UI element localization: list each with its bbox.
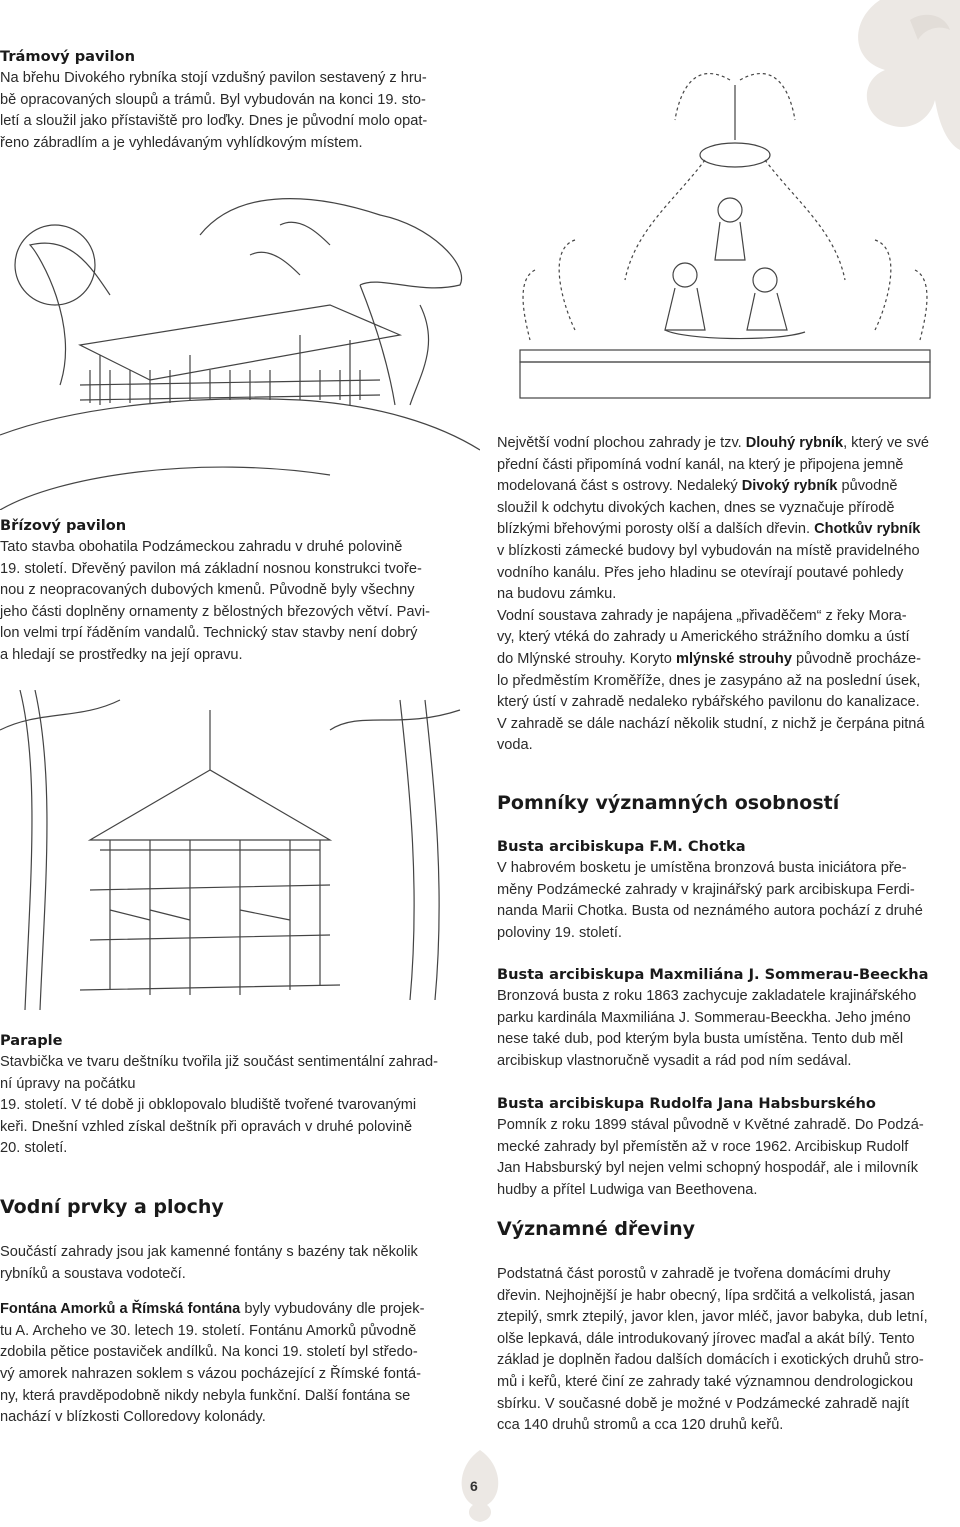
dreviny-line: mů i keřů, které činí ze zahrady také významnou dendrologickou — [497, 1373, 914, 1390]
paraple-line: Stavbička ve tvaru deštníku tvořila již součást sentimentální zahrad- — [0, 1054, 439, 1070]
fontana-rest: byly vybudovány dle projek- — [240, 1301, 425, 1318]
chotek-line: poloviny 19. století. — [497, 924, 622, 941]
voda-line: voda. — [497, 737, 533, 754]
fontana-line: nachází v blízkosti Colloredovy kolonády. — [0, 1409, 266, 1426]
voda-line: který ústí v zahradě nedaleko rybářského pavilonu do kanalizace. — [497, 694, 920, 711]
voda-text: blízkými břehovými porosty olší a dalších dřevin. — [497, 521, 815, 538]
brizovy-line: jeho části doplněny ornamenty z bělostných březových větví. Pavi- — [0, 603, 430, 620]
voda-line: lo předměstím Kroměříže, dnes je zasypáno až na poslední úsek, — [497, 672, 921, 689]
chotek-line: nanda Marii Chotka. Busta od neznámého autora pochází z druhé — [497, 903, 923, 920]
sommerau-line: nese také dub, pod kterým byla busta umístěna. Tento dub měl — [497, 1031, 904, 1048]
tramovy-title: Trámový pavilon — [0, 48, 135, 65]
paraple-line: 19. století. V té době ji obklopovalo bludiště tvořené tvarovanými — [0, 1097, 417, 1114]
voda-text: , který ve své — [843, 435, 930, 451]
voda-line: na budovu zámku. — [497, 586, 617, 603]
voda-line: V zahradě se dále nachází několik studní, z nichž je čerpána pitná — [497, 715, 925, 732]
dreviny-line: Podstatná část porostů v zahradě je tvořena domácími druhy — [497, 1266, 891, 1282]
voda-bold: Chotkův rybník — [814, 521, 921, 538]
dreviny-line: cca 140 druhů stromů a cca 120 druhů keřů. — [497, 1417, 784, 1434]
fontana-line: tu A. Archeho ve 30. letech 19. století. Fontánu Amorků původně — [0, 1322, 417, 1339]
dreviny-line: olše lepkavá, dále introdukovaný jírovec maďal a akát bílý. Tento — [497, 1330, 915, 1347]
sommerau-section — [497, 964, 960, 1072]
rudolf-line: Jan Habsburský byl nejen velmi schopný hospodář, ale i milovník — [497, 1160, 918, 1177]
voda-line: v blízkosti zámecké budovy byl vybudován na místě pravidelného — [497, 542, 920, 559]
brizovy-line: nou z neopracovaných dubových kmenů. Původně byly všechny — [0, 582, 415, 599]
beam-pavilion-illustration — [0, 175, 480, 510]
tramovy-line: bě opracovaných sloupů a trámů. Byl vybudován na konci 19. sto- — [0, 91, 426, 108]
dreviny-heading: Významné dřeviny — [497, 1218, 695, 1240]
vodni-prvky-heading: Vodní prvky a plochy — [0, 1196, 224, 1218]
dreviny-line: základ je doplněn řadou dalších domácích i exotických druhů stro- — [497, 1352, 924, 1369]
tramovy-line: letí a sloužil jako přístaviště pro loďky. Dnes je původní molo opat- — [0, 113, 428, 130]
paraple-line: 20. století. — [0, 1140, 68, 1157]
vodni-intro-line: Součástí zahrady jsou jak kamenné fontány s bazény tak několik — [0, 1244, 418, 1260]
paraple-line: ní úpravy na počátku — [0, 1075, 136, 1092]
brizovy-line: a hledají se prostředky na její opravu. — [0, 646, 243, 663]
sommerau-line: Bronzová busta z roku 1863 zachycuje zakladatele krajinářského — [497, 988, 917, 1004]
rudolf-line: Pomník z roku 1899 stával původně v Květné zahradě. Do Podzá- — [497, 1117, 924, 1133]
voda-text: původně — [837, 478, 898, 495]
vodni-intro-line: rybníků a soustava vodotečí. — [0, 1265, 186, 1282]
page-number: 6 — [470, 1478, 478, 1494]
voda-line: vodního kanálu. Přes jeho hladinu se otevírají poutavé pohledy — [497, 564, 904, 581]
chotek-section — [497, 836, 960, 944]
fontana-line: vý amorek nahrazen soklem s vázou pocházející z Římské fontá- — [0, 1365, 421, 1382]
paraple-title: Paraple — [0, 1032, 63, 1049]
tramovy-line: Na břehu Divokého rybníka stojí vzdušný pavilon sestavený z hru- — [0, 70, 427, 86]
brizovy-line: Tato stavba obohatila Podzámeckou zahradu v druhé polovině — [0, 539, 403, 555]
sommerau-line: arcibiskup vlastnoručně vysadit a rád pod ním sedával. — [497, 1052, 852, 1069]
voda-text: původně procháze- — [791, 650, 921, 667]
tramovy-section — [0, 46, 470, 154]
paraple-line: keři. Dnešní vzhled získal deštník při opravách v druhé polovině — [0, 1118, 413, 1135]
voda-line: vy, který vtéká do zahrady u Amerického strážního domku a ústí — [497, 629, 910, 646]
fontana-bold: Fontána Amorků a Římská fontána — [0, 1301, 241, 1318]
tramovy-line: řeno zábradlím a je vyhledávaným vyhlídkovým místem. — [0, 134, 363, 151]
rudolf-section — [497, 1093, 960, 1201]
voda-line: sloužil k odchytu divokých kachen, dnes se vyznačuje přírodě — [497, 499, 895, 516]
pomniky-heading: Pomníky významných osobností — [497, 792, 840, 814]
dreviny-line: dřevin. Nejhojnější je habr obecný, lípa srdčitá a velkolistá, jasan — [497, 1287, 915, 1304]
voda-line: Vodní soustava zahrady je napájena „přivaděčem“ z řeky Mora- — [497, 607, 907, 624]
paraple-section — [0, 1030, 470, 1160]
voda-bold: Dlouhý rybník — [745, 435, 844, 451]
dreviny-line: sbírku. V současné době je možné v Podzámecké zahradě najít — [497, 1395, 910, 1412]
brizovy-line: 19. století. Dřevěný pavilon má základní nosnou konstrukci tvoře- — [0, 560, 422, 577]
brizovy-title: Břízový pavilon — [0, 517, 127, 534]
brizovy-line: lon velmi trpí řáděním vandalů. Technický stav stavby není dobrý — [0, 625, 418, 642]
fountain-illustration — [515, 60, 935, 400]
voda-bold: Divoký rybník — [741, 478, 838, 495]
voda-section — [497, 433, 960, 757]
voda-text: modelovaná část s ostrovy. Nedaleký — [497, 478, 742, 495]
fontana-line: zdobila pětice postaviček andílků. Na konci 19. století byl středo- — [0, 1344, 418, 1361]
voda-line: přední části připomíná vodní kanál, na který je připojena jemně — [497, 456, 904, 473]
sommerau-title: Busta arcibiskupa Maxmiliána J. Sommerau-Beeckha — [497, 966, 929, 983]
rudolf-line: hudby a přítel Ludwiga van Beethovena. — [497, 1181, 758, 1198]
chotek-line: V habrovém bosketu je umístěna bronzová busta iniciátora pře- — [497, 860, 907, 876]
chotek-line: měny Podzámecké zahrady v krajinářský park arcibiskupa Ferdi- — [497, 881, 915, 898]
rudolf-title: Busta arcibiskupa Rudolfa Jana Habsburského — [497, 1095, 876, 1112]
voda-text: do Mlýnské strouhy. Koryto — [497, 650, 676, 667]
rudolf-line: mecké zahrady byl přemístěn až v roce 1962. Arcibiskup Rudolf — [497, 1138, 909, 1155]
voda-bold: mlýnské strouhy — [675, 650, 792, 667]
fontana-line — [0, 1299, 470, 1321]
dreviny-line: ztepilý, smrk ztepilý, javor klen, javor mléč, javor babyka, dub letní, — [497, 1309, 928, 1326]
chotek-title: Busta arcibiskupa F.M. Chotka — [497, 838, 746, 855]
dreviny-section — [497, 1264, 960, 1437]
birch-pavilion-illustration — [0, 690, 470, 1020]
sommerau-line: parku kardinála Maxmiliána J. Sommerau-Beeckha. Jeho jméno — [497, 1009, 911, 1026]
brizovy-section — [0, 515, 462, 667]
page-ornament-icon — [448, 1450, 512, 1522]
voda-text: Největší vodní plochou zahrady je tzv. — [497, 435, 746, 451]
fontana-line: ny, která pravděpodobně nikdy nebyla funkční. Další fontána se — [0, 1387, 411, 1404]
vodni-prvky-section — [0, 1242, 470, 1429]
